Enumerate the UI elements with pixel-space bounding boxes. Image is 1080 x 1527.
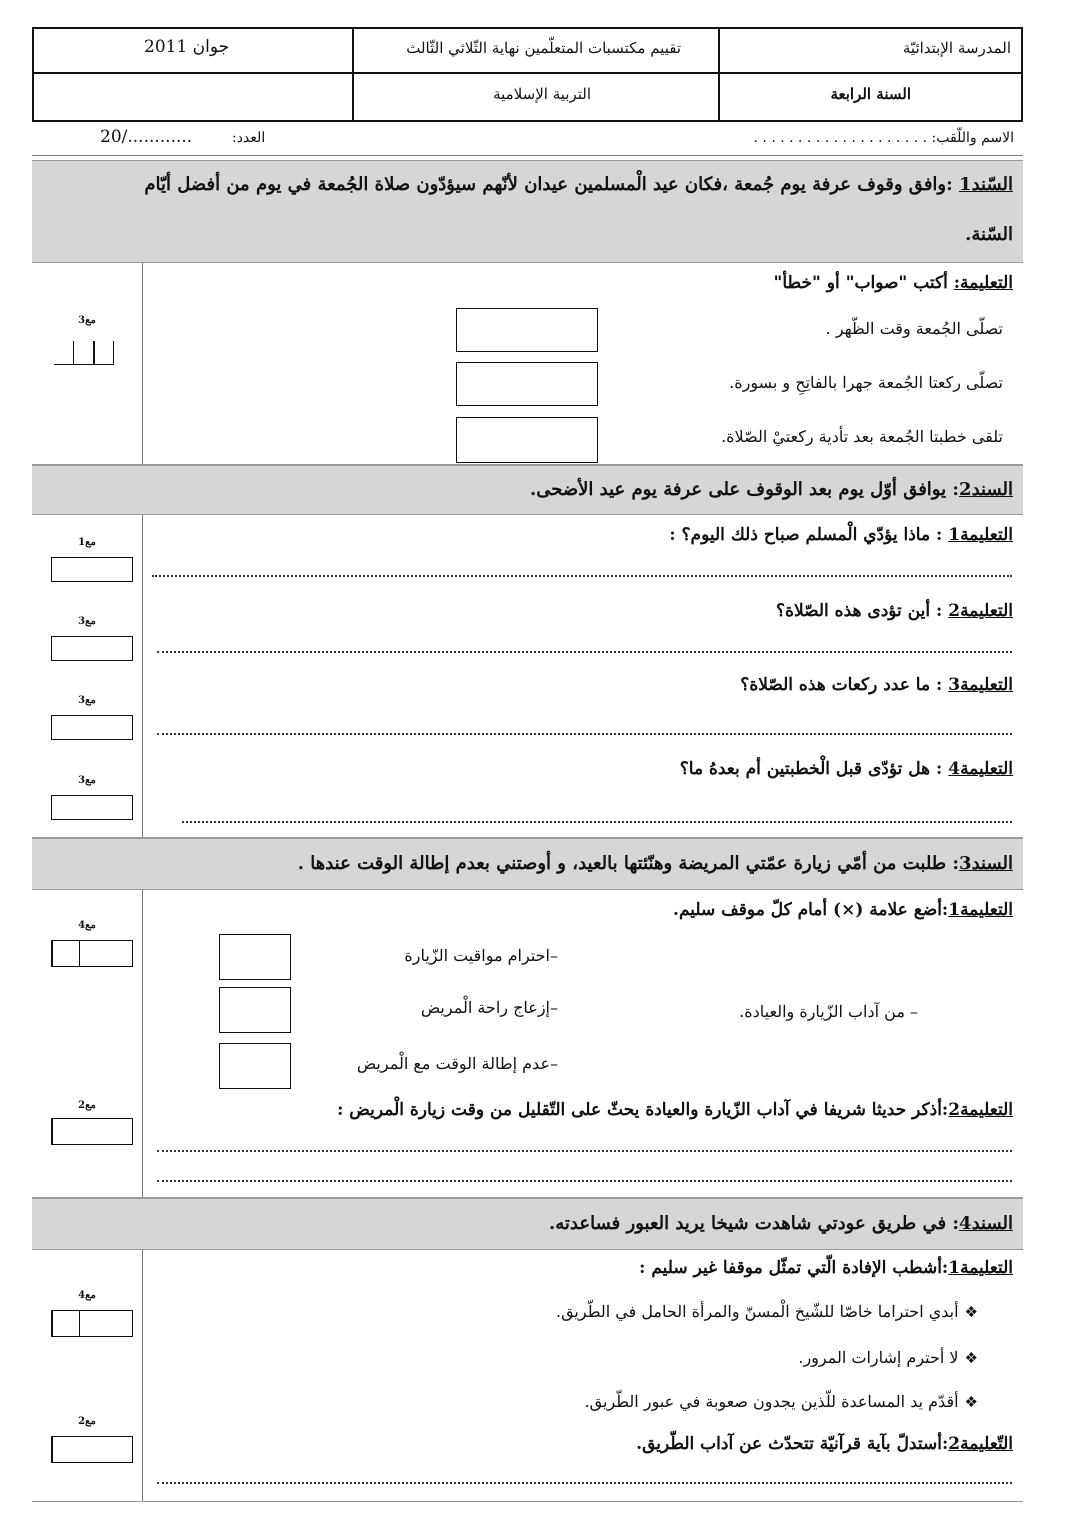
answer-line[interactable]	[152, 575, 1012, 577]
question-4: التعليمة4 : هل تؤدّى قبل الْخطبتين أم بعدهُ ما؟	[679, 759, 1013, 779]
sanad1-text: السّند1 :وافق وقوف عرفة يوم جُمعة ،فكان عيد الْمسلمين عيدان لأنّهم سيؤدّون صلاة الجُمعة في يوم من أفضل أيّام	[144, 174, 1013, 195]
score-marker: مع3	[78, 695, 96, 706]
answer-line[interactable]	[157, 1180, 1012, 1182]
checkbox[interactable]	[219, 1043, 291, 1089]
score-grid	[51, 1118, 133, 1145]
topic-label: – من آداب الزّيارة والعيادة.	[739, 1002, 918, 1021]
instruction-1: التعليمة1:أضع علامة (×) أمام كلّ موقف سليم.	[673, 900, 1013, 920]
answer-line[interactable]	[157, 1150, 1012, 1152]
header-divider	[718, 29, 720, 120]
margin-divider	[142, 263, 143, 464]
answer-box[interactable]	[456, 362, 598, 406]
checkbox[interactable]	[219, 934, 291, 980]
instruction-2: التعليمة2:أذكر حديثا شريفا في آداب الزّيارة والعيادة يحثّ على التّقليل من وقت زيارة الْمريض :	[337, 1100, 1013, 1120]
answer-box[interactable]	[456, 308, 598, 352]
sanad2-section	[32, 515, 1023, 838]
statement-1: تصلّى الجُمعة وقت الظّهر .	[825, 319, 1003, 338]
score-grid	[54, 341, 114, 365]
question-2: التعليمة2 : أين تؤدى هذه الصّلاة؟	[776, 601, 1013, 621]
score-marker: مع4	[78, 1290, 96, 1301]
score-grid	[51, 1436, 133, 1463]
subject: التربية الإسلامية	[493, 85, 591, 103]
answer-line[interactable]	[157, 1482, 1012, 1484]
sanad1-band	[32, 160, 1023, 263]
sanad4-band	[32, 1198, 1023, 1250]
margin-divider	[142, 1250, 143, 1501]
diamond-bullet-icon: ❖	[964, 1303, 978, 1321]
sanad2-band	[32, 465, 1023, 515]
statement-3[interactable]: ❖أقدّم يد المساعدة للّذين يجدون صعوبة في عبور الطّريق.	[584, 1392, 978, 1411]
header-table	[32, 27, 1023, 122]
sanad3-section	[32, 890, 1023, 1198]
divider	[32, 155, 1023, 156]
answer-line[interactable]	[157, 733, 1012, 735]
score-marker: مع3	[78, 616, 96, 627]
option-3: –عدم إطالة الوقت مع الْمريض	[356, 1054, 558, 1073]
score-grid	[51, 940, 133, 967]
statement-2[interactable]: ❖لا أحترم إشارات المرور.	[798, 1348, 978, 1367]
diamond-bullet-icon: ❖	[964, 1349, 978, 1367]
checkbox[interactable]	[219, 987, 291, 1033]
question-1: التعليمة1 : ماذا يؤدّي الْمسلم صباح ذلك اليوم؟ :	[669, 525, 1013, 545]
instruction-1: التعليمة: أكتب "صواب" أو "خطأ"	[773, 273, 1013, 293]
exam-title: تقييم مكتسبات المتعلّمين نهاية الثّلاثي الثّالث	[406, 39, 681, 57]
margin-divider	[142, 890, 143, 1197]
score-marker: مع4	[78, 920, 96, 931]
instruction-2: التّعليمة2:أستدلّ بآية قرآنيّة تتحدّث عن آداب الطّريق.	[636, 1434, 1013, 1454]
margin-divider	[142, 515, 143, 837]
school-name: المدرسة الإبتدائيّة	[902, 39, 1011, 57]
option-1: –احترام مواقيت الزّيارة	[404, 946, 558, 965]
score-marker: مع3	[78, 315, 96, 326]
answer-line[interactable]	[157, 651, 1012, 653]
score-total: 20/............	[100, 127, 193, 147]
score-grid	[51, 1310, 133, 1337]
option-2: –إزعاج راحة الْمريض	[420, 998, 558, 1017]
score-marker: مع3	[78, 775, 96, 786]
diamond-bullet-icon: ❖	[964, 1393, 978, 1411]
question-3: التعليمة3 : ما عدد ركعات هذه الصّلاة؟	[740, 675, 1013, 695]
score-box	[51, 636, 133, 661]
instruction-1: التعليمة1:أشطب الإفادة الّتي تمثّل موقفا غير سليم :	[639, 1258, 1013, 1278]
statement-1[interactable]: ❖أبدي احتراما خاصّا للشّيخ الْمسنّ والمرأة الحامل في الطّريق.	[556, 1302, 978, 1321]
score-marker: مع1	[78, 537, 96, 548]
score-box	[51, 795, 133, 820]
sanad4-section	[32, 1250, 1023, 1502]
sanad1-section	[32, 263, 1023, 465]
exam-date: جوان 2011	[144, 37, 230, 57]
statement-3: تلقى خطبتا الجُمعة بعد تأدية ركعتيْ الصّلاة.	[721, 427, 1003, 446]
sanad1-text-line2: السّنة.	[965, 224, 1013, 245]
sanad4-text: السند4: في طريق عودتي شاهدت شيخا يريد العبور فساعدته.	[548, 1213, 1013, 1234]
score-box	[51, 715, 133, 740]
score-marker: مع2	[78, 1100, 96, 1111]
sanad3-text: السند3: طلبت من أمّي زيارة عمّتي المريضة وهنّئتها بالعيد، و أوصتني بعدم إطالة الوقت عندها .	[297, 853, 1013, 874]
statement-2: تصلّى ركعتا الجُمعة جهرا بالفاتِحِ و بسورة.	[729, 373, 1003, 392]
answer-line[interactable]	[182, 821, 1012, 823]
sanad3-band	[32, 838, 1023, 890]
score-box	[51, 557, 133, 582]
answer-box[interactable]	[456, 417, 598, 463]
score-marker: مع2	[78, 1416, 96, 1427]
student-name-field[interactable]: الاسم واللّقب: . . . . . . . . . . . . . . . . . . . .	[753, 130, 1014, 146]
header-divider	[34, 72, 1021, 74]
header-divider	[352, 29, 354, 120]
score-label: العدد:	[232, 130, 266, 146]
sanad2-text: السند2: يوافق أوّل يوم بعد الوقوف على عرفة يوم عيد الأضحى.	[529, 479, 1013, 500]
school-year: السنة الرابعة	[830, 85, 911, 103]
